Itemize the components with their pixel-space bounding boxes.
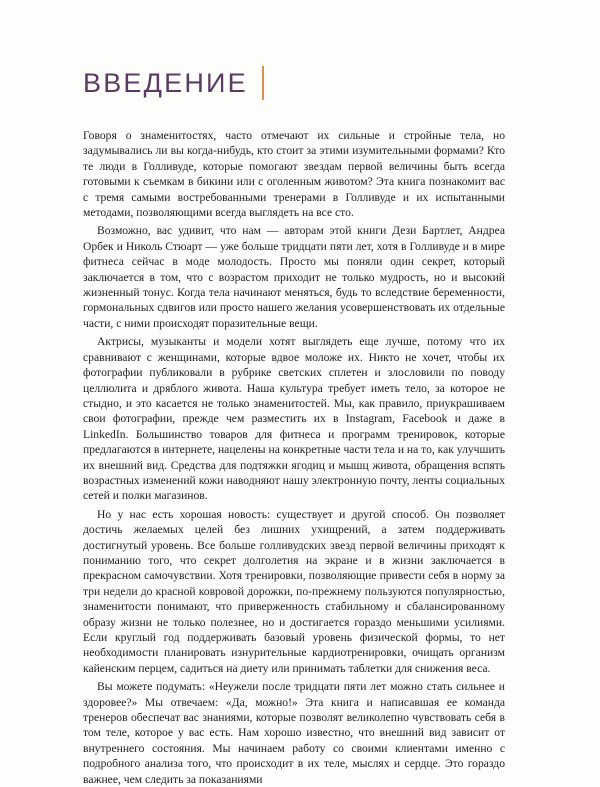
paragraph: Возможно, вас удивит, что нам — авторам этой книги Дези Бартлет, Андреа Орбек и Николь Стюарт — уже больше тридцати пяти лет, хотя в Голливуде и в мире фитнеса сейчас в моде молодость. Просто мы поняли один секрет, который заключается в том, что с возрастом приходит не только мудрость, но и высокий жизненный тонус. Когда тела начинают меняться, будь то вследствие беременности, гормональных сдвигов или просто нашего желания усовершенствовать их отдельные части, с ними происходят поразительные вещи.	[83, 224, 505, 330]
paragraph: Но у нас есть хорошая новость: существует и другой способ. Он позволяет достичь желаемых целей без лишних ухищрений, а затем поддерживать достигнутый уровень. Все больше голливудских звезд первой величины приходят к пониманию того, что секрет долголетия на экране и в жизни заключается в прекрасном самочувствии. Хотя тренировки, позволяющие привести себя в норму за три недели до красной ковровой дорожки, по-прежнему пользуются популярностью, знаменитости понимают, что приверженность стабильному и сбалансированному образу жизни не только полезнее, но и достигается гораздо меньшими усилиями. Если круглый год поддерживать базовый уровень физической формы, то нет необходимости планировать изнурительные кардиотренировки, очищать организм кайенским перцем, садиться на диету или принимать таблетки для снижения веса.	[83, 507, 505, 675]
paragraph: Актрисы, музыканты и модели хотят выглядеть еще лучше, потому что их сравнивают с женщинами, которые вдвое моложе их. Никто не хочет, чтобы их фотографии публиковали в рубрике светских сплетен и злословили по поводу целлюлита и дряблого живота. Наша культура требует иметь тело, за которое не стыдно, и это касается не только знаменитостей. Мы, как правило, приукрашиваем свои фотографии, прежде чем разместить их в Instagram, Facebook и даже в LinkedIn. Большинство товаров для фитнеса и программ тренировок, которые предлагаются в интернете, нацелены на конкретные части тела и на то, как улучшить их внешний вид. Средства для подтяжки ягодиц и мышц живота, обращения вспять возрастных изменений кожи наводняют нашу электронную почту, ленты социальных сетей и полки магазинов.	[83, 335, 505, 503]
heading-accent-bar	[262, 66, 264, 100]
chapter-title: ВВЕДЕНИЕ	[83, 67, 248, 98]
paragraph: Вы можете подумать: «Неужели после тридцати пяти лет можно стать сильнее и здоровее?» Мы отвечаем: «Да, можно!» Эта книга и написавшая ее команда тренеров обеспечат вас знаниями, которые позволят великолепно чувствовать себя в том теле, которое у вас есть. Нам хорошо известно, что внешний вид зависит от внутреннего состояния. Мы начинаем работу со своими клиентами именно с подробного анализа того, что происходит в их теле, мыслях и сердце. Это гораздо важнее, чем следить за показаниями	[83, 680, 505, 786]
chapter-heading	[83, 66, 264, 100]
paragraph: Говоря о знаменитостях, часто отмечают их сильные и стройные тела, но задумывались ли вы когда-нибудь, кто стоит за этими изумительными формами? Кто те люди в Голливуде, которые помогают звездам первой величины быть всегда готовыми к съемкам в бикини или с оголенным животом? Эта книга познакомит вас с тремя самыми востребованными тренерами в Голливуде и их испытанными методами, позволяющими всегда выглядеть на все сто.	[83, 129, 505, 220]
body-text	[83, 128, 505, 787]
